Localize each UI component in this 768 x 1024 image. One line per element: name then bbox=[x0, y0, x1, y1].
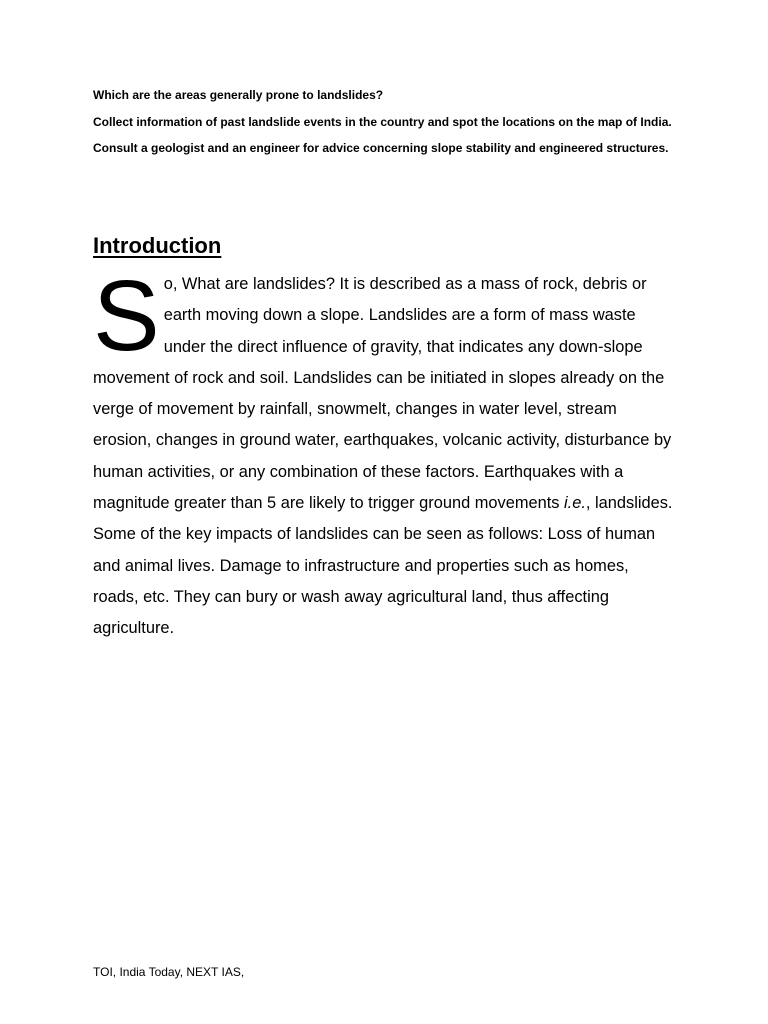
italic-abbreviation: i.e. bbox=[564, 494, 586, 513]
question-item: Which are the areas generally prone to landslides? bbox=[93, 88, 384, 102]
paragraph-text-continued: , landslides. Some of the key impacts of landslides can be seen as follows: Loss of human and animal lives. Damage to infrastructure and properties such as homes, roads, etc. They can bury or wash away agricultural land, thus affecting agriculture. bbox=[93, 494, 673, 638]
sources-line: TOI, India Today, NEXT IAS, bbox=[93, 965, 245, 979]
question-item: Consult a geologist and an engineer for advice concerning slope stability and engineered structures. bbox=[93, 141, 669, 155]
question-item: Collect information of past landslide events in the country and spot the locations on the map of India. bbox=[93, 114, 672, 129]
question-list bbox=[93, 87, 683, 167]
section-heading: Introduction bbox=[93, 233, 222, 258]
introduction-paragraph bbox=[93, 260, 677, 645]
paragraph-text: o, What are landslides? It is described as a mass of rock, debris or earth moving down a slope. Landslides are a form of mass waste under the direct influence of gravity, that indicates any down-slope movement of rock and soil. Landslides can be initiated in slopes already on the verge of movement by rainfall, snowmelt, changes in water level, stream erosion, changes in ground water, earthquakes, volcanic activity, disturbance by human activities, or any combination of these factors. Earthquakes with a magnitude greater than 5 are likely to trigger ground movements bbox=[93, 275, 672, 513]
drop-cap-letter: S bbox=[93, 260, 160, 372]
